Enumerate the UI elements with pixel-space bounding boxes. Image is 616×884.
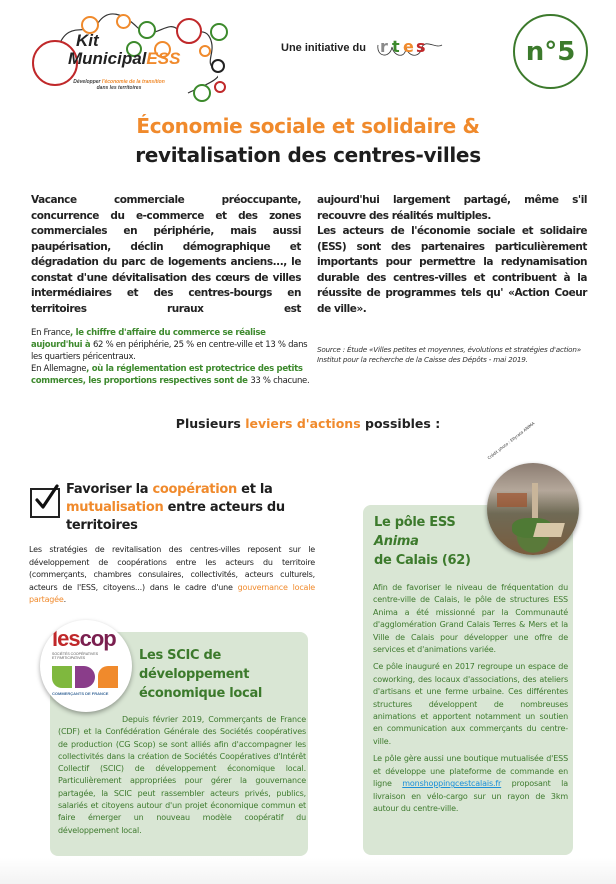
coop-title-1: Favoriser la	[66, 482, 153, 497]
stats-germany-label: En Allemagne	[31, 364, 87, 374]
anima-title-line2: Anima	[374, 534, 419, 549]
cdf-d-shape	[75, 666, 95, 688]
intro-left-paragraph: Vacance commerciale préoccupante, concurrence du e-commerce et des zones commerciales en périphérie, mais aussi paupérisation, déclin démographique et dégradation du parc de logements anciens..., le constat d'une dévitalisation des cœurs de villes intermédiaires et des centres-bourgs en territoires ruraux est	[31, 194, 301, 315]
anima-p3-text: Le pôle gère aussi une boutique mutualisée d'ESS et développe une plateforme de commande en ligne	[373, 754, 568, 789]
lescop-cop: cop	[79, 626, 116, 651]
logo-kit-text: Kit	[76, 31, 99, 50]
kit-municipal-ess-logo	[28, 8, 218, 100]
rtes-letter-e: e	[403, 37, 414, 56]
issue-number-badge: n°5	[513, 14, 588, 89]
lescop-les: les	[52, 626, 80, 651]
anima-title-line3: de Calais (62)	[374, 553, 471, 568]
anima-title-line1: Le pôle ESS	[374, 515, 456, 530]
levers-suffix: possibles :	[360, 416, 441, 431]
coop-title-3: entre acteurs du territoires	[66, 500, 285, 533]
logo-ess-word: ESS	[146, 49, 181, 68]
page-title-line1: Économie sociale et solidaire &	[136, 114, 480, 138]
anima-paragraph-3	[373, 753, 568, 815]
bicycle-icon	[138, 21, 156, 39]
lescop-cdf-logo	[40, 620, 132, 712]
cdf-c-shape	[52, 666, 72, 688]
stats-box	[31, 327, 311, 387]
rtes-letter-s: s	[416, 37, 426, 56]
farm-icon	[210, 23, 228, 41]
cdf-logo-shapes	[52, 666, 118, 688]
stats-france-text: , le chiffre d'affaire du commerce se réalise aujourd'hui à	[31, 328, 266, 350]
anima-photo	[487, 463, 579, 555]
food-icon	[214, 81, 226, 93]
scic-paragraph	[58, 714, 306, 837]
source-line-2: Institut pour la recherche de la Caisse des Dépôts - mai 2019.	[317, 355, 528, 364]
source-line-1: Source : Étude «Villes petites et moyennes, évolutions et stratégies d'action»	[317, 345, 581, 354]
source-citation	[317, 345, 607, 365]
scic-body-text: Depuis février 2019, Commerçants de France (CDF) et la Confédération Générale des Sociétés coopératives de production (CG Scop) se sont alliés afin d'accompagner les collectivités dans la création de Sociétés Coopératives d'Intérêt Collectif (SCIC) de développement économique local. Particulièrement appropriées pour gérer la gouvernance partagée, la SCIC peut rassembler acteurs privés, publics, salariés et citoyens autour d'un projet économique commun et faire émerger un nouveau modèle coopératif du développement local.	[58, 715, 306, 835]
logo-municipal-text	[68, 50, 180, 68]
initiative-label: Une initiative du	[281, 42, 366, 54]
tagline-highlight: l'économie de la transition	[101, 79, 165, 85]
rtes-letter-r: r	[380, 37, 388, 56]
intro-right-paragraph-1: aujourd'hui largement partagé, même s'il recouvre des réalités multiples.	[317, 194, 587, 222]
page-title-line2: revitalisation des centres-villes	[135, 143, 481, 167]
stats-france-values: 62 % en périphérie, 25 % en centre-ville et 13 % dans les quartiers péricentraux.	[31, 340, 308, 362]
cooperation-heading	[66, 481, 286, 535]
wind-turbine-icon	[193, 84, 211, 102]
computer-icon	[116, 14, 131, 29]
anima-paragraph-1: Afin de favoriser le niveau de fréquentation du centre-ville de Calais, le pôle de structures ESS Anima a été missionné par la Communauté d'agglomération Grand Calais Terres & Mers et la Ville de Calais pour développer une offre de services et d'animations variée.	[373, 583, 568, 655]
checkmark-icon	[32, 484, 58, 510]
stats-germany-value: 33 % chacune.	[250, 376, 310, 386]
tagline-prefix: Développer	[73, 79, 102, 85]
intro-right-paragraph-2: Les acteurs de l'économie sociale et solidaire (ESS) sont des partenaires particulièrement importants pour permettre la redynamisation durable des centres-villes et contribuent à la réussite de programmes tels qu' «Action Coeur de ville».	[317, 225, 587, 315]
scic-heading: Les SCIC de développement économique local	[139, 648, 263, 701]
solar-panel-icon	[176, 18, 202, 44]
coop-title-2: et la	[236, 482, 273, 497]
lescop-logo-text	[52, 626, 116, 652]
levers-highlight: leviers d'actions	[245, 416, 361, 431]
coop-title-highlight-1: coopération	[152, 482, 237, 497]
levers-prefix: Plusieurs	[175, 416, 246, 431]
tagline-suffix: dans les territoires	[96, 85, 142, 91]
page-bottom-fade	[0, 858, 616, 884]
cdf-f-shape	[98, 666, 118, 688]
cdf-subtitle: COMMERÇANTS DE FRANCE	[52, 691, 109, 696]
coop-body-text: Les stratégies de revitalisation des centres-villes reposent sur le développement de coopérations entre les acteurs du territoire (commerçants, chambres consulaires, collectivités, acteurs culturels, acteurs de l'ESS, citoyens...) dans le cadre d'une	[29, 545, 315, 592]
monshopping-link[interactable]: monshoppingcestcalais.fr	[402, 779, 502, 789]
lightbulb-icon	[199, 45, 211, 57]
lescop-subtitle: SOCIÉTÉS COOPÉRATIVES ET PARTICIPATIVES	[52, 652, 99, 660]
coop-body-end: .	[63, 595, 66, 604]
anima-heading	[374, 513, 494, 570]
rtes-logo	[376, 35, 444, 59]
cooperation-paragraph	[29, 544, 315, 607]
rtes-letter-t: t	[392, 37, 400, 56]
photo-building-roof	[497, 493, 527, 507]
checkbox-checked-icon	[30, 488, 60, 518]
logo-tagline	[64, 79, 174, 91]
stats-germany-text: , où la réglementation est protectrice des petits commerces, les proportions respectives sont de	[31, 364, 303, 386]
anima-body	[373, 582, 568, 820]
anima-paragraph-2: Ce pôle inauguré en 2017 regroupe un espace de coworking, des locaux d'associations, des ateliers d'artisans et une ferme urbaine. Ces différentes structures développent de nombreuses animations et apportent notamment un soutien en communication aux commerçants du centre-ville.	[373, 662, 568, 746]
photo-credit: Crédit photo : Ellyrata ANIMA	[486, 420, 536, 461]
intro-right-column	[317, 193, 587, 317]
rtes-logo-graphic	[376, 35, 444, 59]
stats-france-label: En France	[31, 328, 71, 338]
logo-municipal-word: Municipal	[68, 49, 147, 68]
shop-icon	[211, 59, 225, 73]
coop-body-highlight: gouvernance locale partagée	[29, 582, 316, 604]
anima-p3-end: proposant la livraison en vélo-cargo sur un rayon de 3km autour du centre-ville.	[373, 779, 568, 813]
coop-title-highlight-2: mutualisation	[66, 500, 164, 515]
photo-tent	[533, 523, 565, 537]
